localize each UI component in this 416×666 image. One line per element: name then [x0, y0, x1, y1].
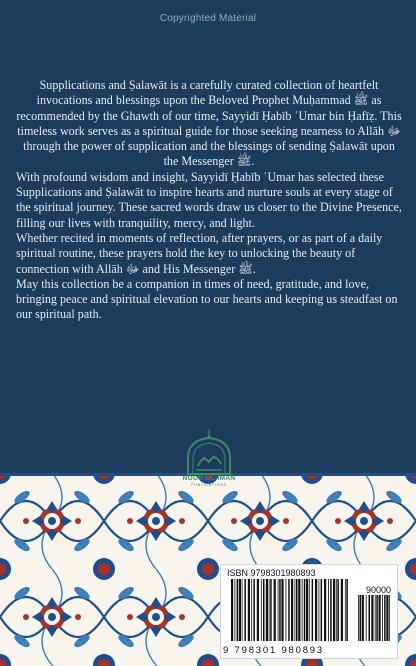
publisher-subtitle: PUBLICATIONS [191, 483, 227, 487]
blurb-paragraph-3: Whether recited in moments of reflection, after prayers, or as part of a daily spiritual routine, these prayers hold the key to unlocking the beauty of connection with Allāh ﷻ and His Messenger ﷺ. [16, 230, 383, 276]
publisher-logo [176, 428, 242, 494]
blurb-paragraph-1: Supplications and Ṣalawāt is a carefully curated collection of heartfelt invocations and blessings upon the Beloved Prophet Muḥammad ﷺ as recommended by the Ghawth of our time, Sayyidī Ḥabīb ʿUmar bin Ḥafīẓ. This timeless work serves as a spiritual guide for those seeking nearness to Allāh ﷻ through the power of supplication and the blessings of sending Ṣalawāt upon the Messenger ﷺ. [16, 78, 402, 169]
blurb-paragraph-2: With profound wisdom and insight, Sayyidī Ḥabīb ʿUmar has selected these Supplications and Ṣalawāt to inspire hearts and nurture souls at every stage of the spiritual journey. These sacred words draw us closer to the Divine Presence, filling our lives with tranquility, mercy, and light. [16, 169, 402, 230]
price-code: 90000 [365, 585, 391, 595]
isbn-label: ISBN 9798301980893 [227, 568, 316, 578]
barcode-bars [231, 579, 349, 641]
blurb-text [16, 78, 402, 323]
addon-barcode-bars [358, 595, 390, 641]
copyright-watermark: Copyrighted Material [159, 13, 257, 24]
blurb-paragraph-4: May this collection be a companion in times of need, gratitude, and love, bringing peace and spiritual elevation to our hearts and keeping us steadfast on our spiritual path. [16, 276, 398, 322]
isbn-digits: 9 798301 980893 [223, 645, 324, 656]
publisher-name: NOOR-UL-IMAN [182, 475, 236, 482]
isbn-barcode [220, 564, 398, 659]
mosque-dome-icon [176, 428, 242, 476]
